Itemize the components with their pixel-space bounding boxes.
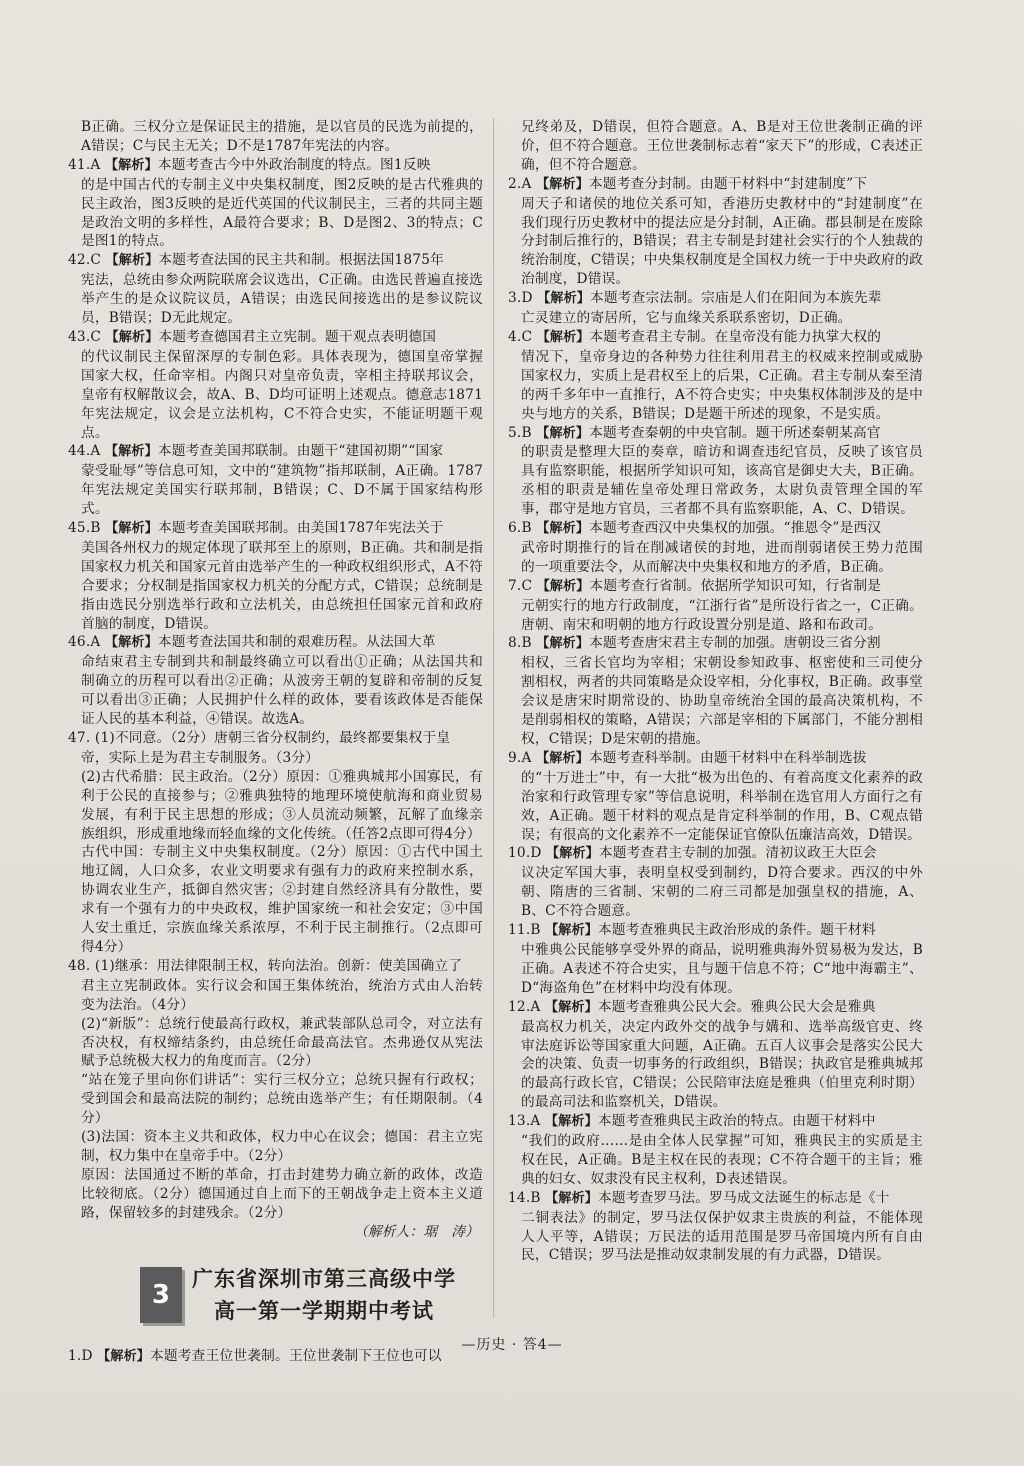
answer-text: 本题考查西汉中央集权的加强。“推恩令”是西汉 [589,520,882,537]
answer-text: 本题考查法国的民主共和制。根据法国1875年 [158,252,445,269]
answer-continuation: 宪法，总统由参众两院联席会议选出，C正确。由选民普遍直接选举产生的是众议院议员，A错误；由选民间接选出的是参议院议员，B错误；D无此规定。 [81,272,483,327]
section-title-line2: 高一第一学期期中考试 [214,1299,434,1324]
question-number: 42.C [68,252,106,269]
answer-entry [68,442,483,519]
answer-continuation: 周天子和诸侯的地位关系可知，香港历史教材中的“封建制度”在我们现行历史教材中的提法应是分封制，A正确。郡县制是在废除分封制后推行的，B错误；君主专制是封建社会实行的个人独裁的统治制度，C错误；中央集权制度是全国权力统一于中央政府的政治制度，D错误。 [521,195,923,288]
question-number: 3.D [508,290,538,307]
question-number: 12.A [508,998,546,1015]
answer-continuation: “我们的政府……是由全体人民掌握”可知，雅典民主的实质是主权在民，A正确。B是主权在民的表现；C不符合题干的主旨；雅典的妇女、奴隶没有民主权利，D表述错误。 [521,1133,923,1187]
answer-continuation: 二铜表法》的制定，罗马法仅保护奴隶主贵族的利益，不能体现人人平等，A错误；万民法的适用范围是罗马帝国境内所有自由民，C错误；罗马法是推动奴隶制发展的有力武器，D错误。 [521,1209,923,1264]
answer-text: 本题考查分封制。由题干材料中“封建制度”下 [588,175,868,192]
answer-entry [508,1189,923,1266]
analysis-tag: 【解析】 [545,999,598,1015]
column-divider [493,118,494,1318]
answer-continuation: 元朝实行的地方行政制度，“江浙行省”是所设行省之一，C正确。唐朝、南宋和明朝的地方行政设置分别是道、路和布政司。 [521,597,923,633]
question-number: 4.C [508,328,537,345]
answer-text: 本题考查罗马法。罗马成文法诞生的标志是《十 [598,1189,890,1206]
answer-continuation: 议决定军国大事，表明皇权受到制约，D符合要求。西汉的中外朝、隋唐的三省制、宋朝的二府三司都是加强皇权的措施，A、B、C不符合题意。 [521,865,923,920]
answer-continuation: 亡灵建立的寄居所，它与血缘关系联系密切，D正确。 [521,310,852,327]
answer-continuation: 兄终弟及，D错误，但符合题意。A、B是对王位世袭制正确的评价，但不符合题意。王位世袭制标志着“家天下”的形成，C表述正确，但不符合题意。 [521,119,923,173]
answer-continuation: 的职责是整理大臣的奏章，暗访和调查违纪官员，反映了该官员具有监察职能，根据所学知识可知，该高官是御史大夫，B正确。丞相的职责是辅佐皇帝处理日常政务，太尉负责管理全国的军事，郡守是地方官员，三者都不具有监察职能，A、C、D错误。 [521,444,923,518]
answer-text: 本题考查法国共和制的艰难历程。从法国大革 [157,634,436,651]
section-title-line1: 广东省深圳市第三高级中学 [192,1267,456,1292]
answer-entry [508,519,923,577]
analysis-tag: 【解析】 [536,329,590,345]
answer-entry [508,749,923,845]
answer-continuation: 的代议制民主保留深厚的专制色彩。具体表现为，德国皇帝掌握国家大权，任命宰相。内阁只对皇帝负责，宰相主持联邦议会，皇帝有权解散议会，故A、B、D均可证明上述观点。德意志1871年宪法规定，议会是立法机构，C不符合史实，不能证明题干观点。 [81,348,483,441]
answer-continuation: B正确。三权分立是保证民主的措施，是以官员的民选为前提的，A错误；C与民主无关；D不是1787年宪法的内容。 [81,119,483,154]
analysis-tag: 【解析】 [545,1114,598,1130]
question-number: 11.B [508,922,546,939]
question-number: 8.B [508,635,537,652]
question-number: 9.A [508,749,537,766]
analysis-tag: 【解析】 [546,846,599,862]
answer-entry [68,251,483,328]
answer-text: 本题考查美国联邦制。由美国1787年宪法关于 [158,520,444,537]
answer-entry [68,729,483,957]
answer-entry [508,998,923,1112]
answer-continuation: 的是中国古代的专制主义中央集权制度，图2反映的是古代雅典的民主政治，图3反映的是近代英国的代议制民主，三者的共同主题是政治文明的多样性，A最符合要求；B、D是图2、3的特点；C是图1的特点。 [81,176,483,250]
analysis-tag: 【解析】 [536,521,590,537]
question-number: 5.B [508,424,537,441]
analyst-signature: （解析人：琚 涛） [354,1223,479,1240]
analysis-tag: 【解析】 [105,157,158,173]
answer-continuation: 相权，三省长官均为宰相；宋朝设参知政事、枢密使和三司使分割相权，两者的共同策略是众设宰相，分化事权，B正确。政事堂会议是唐宋时期常设的、协助皇帝统治全国的最高决策机构，不是削弱相权的策略，A错误；六部是宰相的下属部门，不能分割相权，C错误；D是宋朝的措施。 [521,655,923,747]
answer-continuation: 武帝时期推行的旨在削减诸侯的封地，进而削弱诸侯王势力范围的一项重要法令，从而解决中央集权和地方的矛盾，B正确。 [521,539,923,575]
question-number: 47. [68,730,95,746]
answer-text: (1)继承：用法律限制王权，转向法治。创新：使美国确立了 [94,957,463,974]
answer-continuation: 美国各州权力的规定体现了联邦至上的原则，B正确。共和制是指国家权力机关和国家元首由选举产生的一种政权组织形式，A不符合要求；分权制是指国家权力机关的分配方式，C错误；总统制是指由选民分别选举行政和立法机关，由总统担任国家元首和政府首脑的制度，D错误。 [81,539,483,632]
section-banner [68,1253,483,1337]
answer-text: 本题考查古今中外政治制度的特点。图1反映 [157,156,431,173]
section-number-badge: 3 [140,1267,182,1323]
answer-entry [68,328,483,442]
question-number: 14.B [508,1189,546,1206]
answer-entry [508,175,923,289]
answer-entry [508,1112,923,1189]
answer-text: 本题考查宗法制。宗庙是人们在阳间为本族先辈 [590,290,882,307]
answer-text: 本题考查雅典民主政治的特点。由题干材料中 [597,1113,876,1130]
analysis-tag: 【解析】 [537,291,590,307]
answer-continuation: 蒙受耻辱”等信息可知，文中的“建筑物”指邦联制，A正确。1787年宪法规定美国实行联邦制，B错误；C、D不属于国家结构形式。 [81,463,483,518]
answer-entry [508,634,923,748]
analysis-tag: 【解析】 [105,444,158,460]
question-number: 10.D [508,845,547,862]
analysis-tag: 【解析】 [545,923,598,939]
answer-entry [508,289,923,328]
question-number: 2.A [508,175,537,192]
answer-continuation: 最高权力机关，决定内政外交的战争与媾和、选举高级官吏、终审法庭诉讼等国家重大问题，A正确。五百人议事会是落实公民大会的决策、负责一切事务的行政组织，B错误；执政官是雅典城邦的最高行政长官，C错误；公民陪审法庭是雅典（伯里克利时期）的最高司法和监察机关，D错误。 [521,1018,923,1111]
answer-continuation: 情况下，皇帝身边的各种势力往往利用君主的权威来控制或威胁国家权力，实质上是君权至上的后果，C正确。君主专制从秦至清的两千多年中一直推行，A不符合史实；中央集权体制涉及的是中央与地方的关系，B错误；D是题干所述的现象，不是实质。 [521,348,923,422]
answer-entry [508,844,923,921]
question-number: 7.C [508,577,537,594]
answer-text: 本题考查德国君主立宪制。题干观点表明德国 [158,328,437,345]
question-number: 44.A [68,443,106,460]
answer-entry [508,921,923,998]
answer-continuation: 君主立宪制政体。实行议会和国王集体统治，统治方式由人治转变为法治。（4分） (2)“新版”：总统行使最高行政权，兼武装部队总司令，对立法有否决权，有权缔结条约，由总统任命最高法官。杰弗逊仅从宪法赋予总统极大权力的角度而言。（2分） “站在笼子里向你们讲话”：实行三权分立；总统只握有行政权；受到国会和最高法院的制约；总统由选举产生；有任期限制。（4分） (3)法国：资本主义共和政体，权力中心在议会；德国：君主立宪制，权力集中在皇帝手中。（2分） 原因：法国通过不断的革命，打击封建势力确立新的政体，改造比较彻底。（2分）德国通过自上而下的王朝战争走上资本主义道路，保留较多的封建残余。（2分） [81,977,483,1221]
question-number: 41.A [68,156,106,173]
page-footer: —历史 · 答4— [461,1337,563,1353]
answer-text: 本题考查美国邦联制。由题干“建国初期”“国家 [157,443,444,460]
analysis-tag: 【解析】 [105,635,158,651]
question-number: 45.B [68,520,106,537]
section-title [192,1263,456,1327]
answer-text: 本题考查王位世袭制。王位世袭制下王位也可以 [150,1348,442,1365]
question-number: 1.D [68,1348,98,1365]
question-number: 13.A [508,1113,546,1130]
analysis-tag: 【解析】 [536,578,590,594]
question-number: 48. [68,957,95,974]
answer-continuation: 帝，实际上是为君主专制服务。（3分） (2)古代希腊：民主政治。（2分）原因：①雅典城邦小国寡民，有利于公民的直接参与；②雅典独特的地理环境使航海和商业贸易发展，有利于民主思想的形成；③人员流动频繁，瓦解了血缘亲族组织，形成重地缘而轻血缘的文化传统。（任答2点即可得4分） 古代中国：专制主义中央集权制度。（2分）原因：①古代中国土地辽阔，人口众多，农业文明要求有强有力的政府来控制水系，协调农业生产，抵御自然灾害；②封建自然经济具有分散性，要求有一个强有力的中央政权，维护国家统一和社会安定；③中国人安土重迁，宗族血缘关系浓厚，不利于民主制推行。（2点即可得4分） [81,749,483,955]
answer-text: (1)不同意。（2分）唐朝三省分权制约，最终都要集权于皇 [94,730,451,746]
analysis-tag: 【解析】 [105,521,158,537]
answer-text: 本题考查唐宋君主专制的加强。唐朝设三省分割 [589,635,881,652]
answer-text: 本题考查君主专制。在皇帝没有能力执掌大权的 [589,328,882,345]
answer-text: 本题考查君主专制的加强。清初议政王大臣会 [598,845,877,862]
answer-text: 本题考查秦朝的中央官制。题干所述秦朝某高官 [589,424,881,441]
answer-continuation: 的“十万进士”中，有一大批“极为出色的、有着高度文化素养的政治家和行政管理专家”等信息说明，科举制在选官用人方面行之有效，A正确。题干材料的观点是肯定科举制的作用，B、C观点错误；有很高的文化素养不一定能保证官僚队伍廉洁高效，D错误。 [521,769,923,843]
right-column [508,118,923,1265]
question-number: 46.A [68,634,106,651]
left-column [68,118,483,1367]
answer-continuation: 命结束君主专制到共和制最终确立可以看出①正确；从法国共和制确立的历程可以看出②正确；从波旁王朝的复辟和帝制的反复可以看出③正确；人民拥护什么样的政体，要看该政体是否能保证人民的基本利益，④错误。故选A。 [81,654,483,728]
answer-entry [508,424,923,520]
answer-text: 本题考查雅典公民大会。雅典公民大会是雅典 [597,998,876,1015]
answer-entry [68,519,483,633]
question-number: 6.B [508,520,537,537]
analysis-tag: 【解析】 [105,329,159,345]
answer-continuation: 中雅典公民能够享受外界的商品，说明雅典海外贸易极为发达，B正确。A表述不符合史实，且与题干信息不符；C“地中海霸主”、D“海盗角色”在材料中均没有体现。 [521,941,923,996]
answer-text: 本题考查雅典民主政治形成的条件。题干材料 [598,922,876,939]
analysis-tag: 【解析】 [536,636,590,652]
answer-entry [68,633,483,729]
answer-entry [508,118,923,175]
analysis-tag: 【解析】 [97,1349,150,1365]
analysis-tag: 【解析】 [105,253,159,269]
analysis-tag: 【解析】 [536,425,590,441]
answer-entry [68,156,483,252]
answer-entry [68,118,483,156]
answer-entry [508,328,923,424]
answer-entry [508,577,923,635]
answer-entry [68,957,483,1223]
answer-text: 本题考查科举制。由题干材料中在科举制选拔 [588,749,867,766]
analysis-tag: 【解析】 [536,750,589,766]
question-number: 43.C [68,328,106,345]
answer-text: 本题考查行省制。依据所学知识可知，行省制是 [589,577,882,594]
analysis-tag: 【解析】 [545,1190,598,1206]
analysis-tag: 【解析】 [536,176,589,192]
